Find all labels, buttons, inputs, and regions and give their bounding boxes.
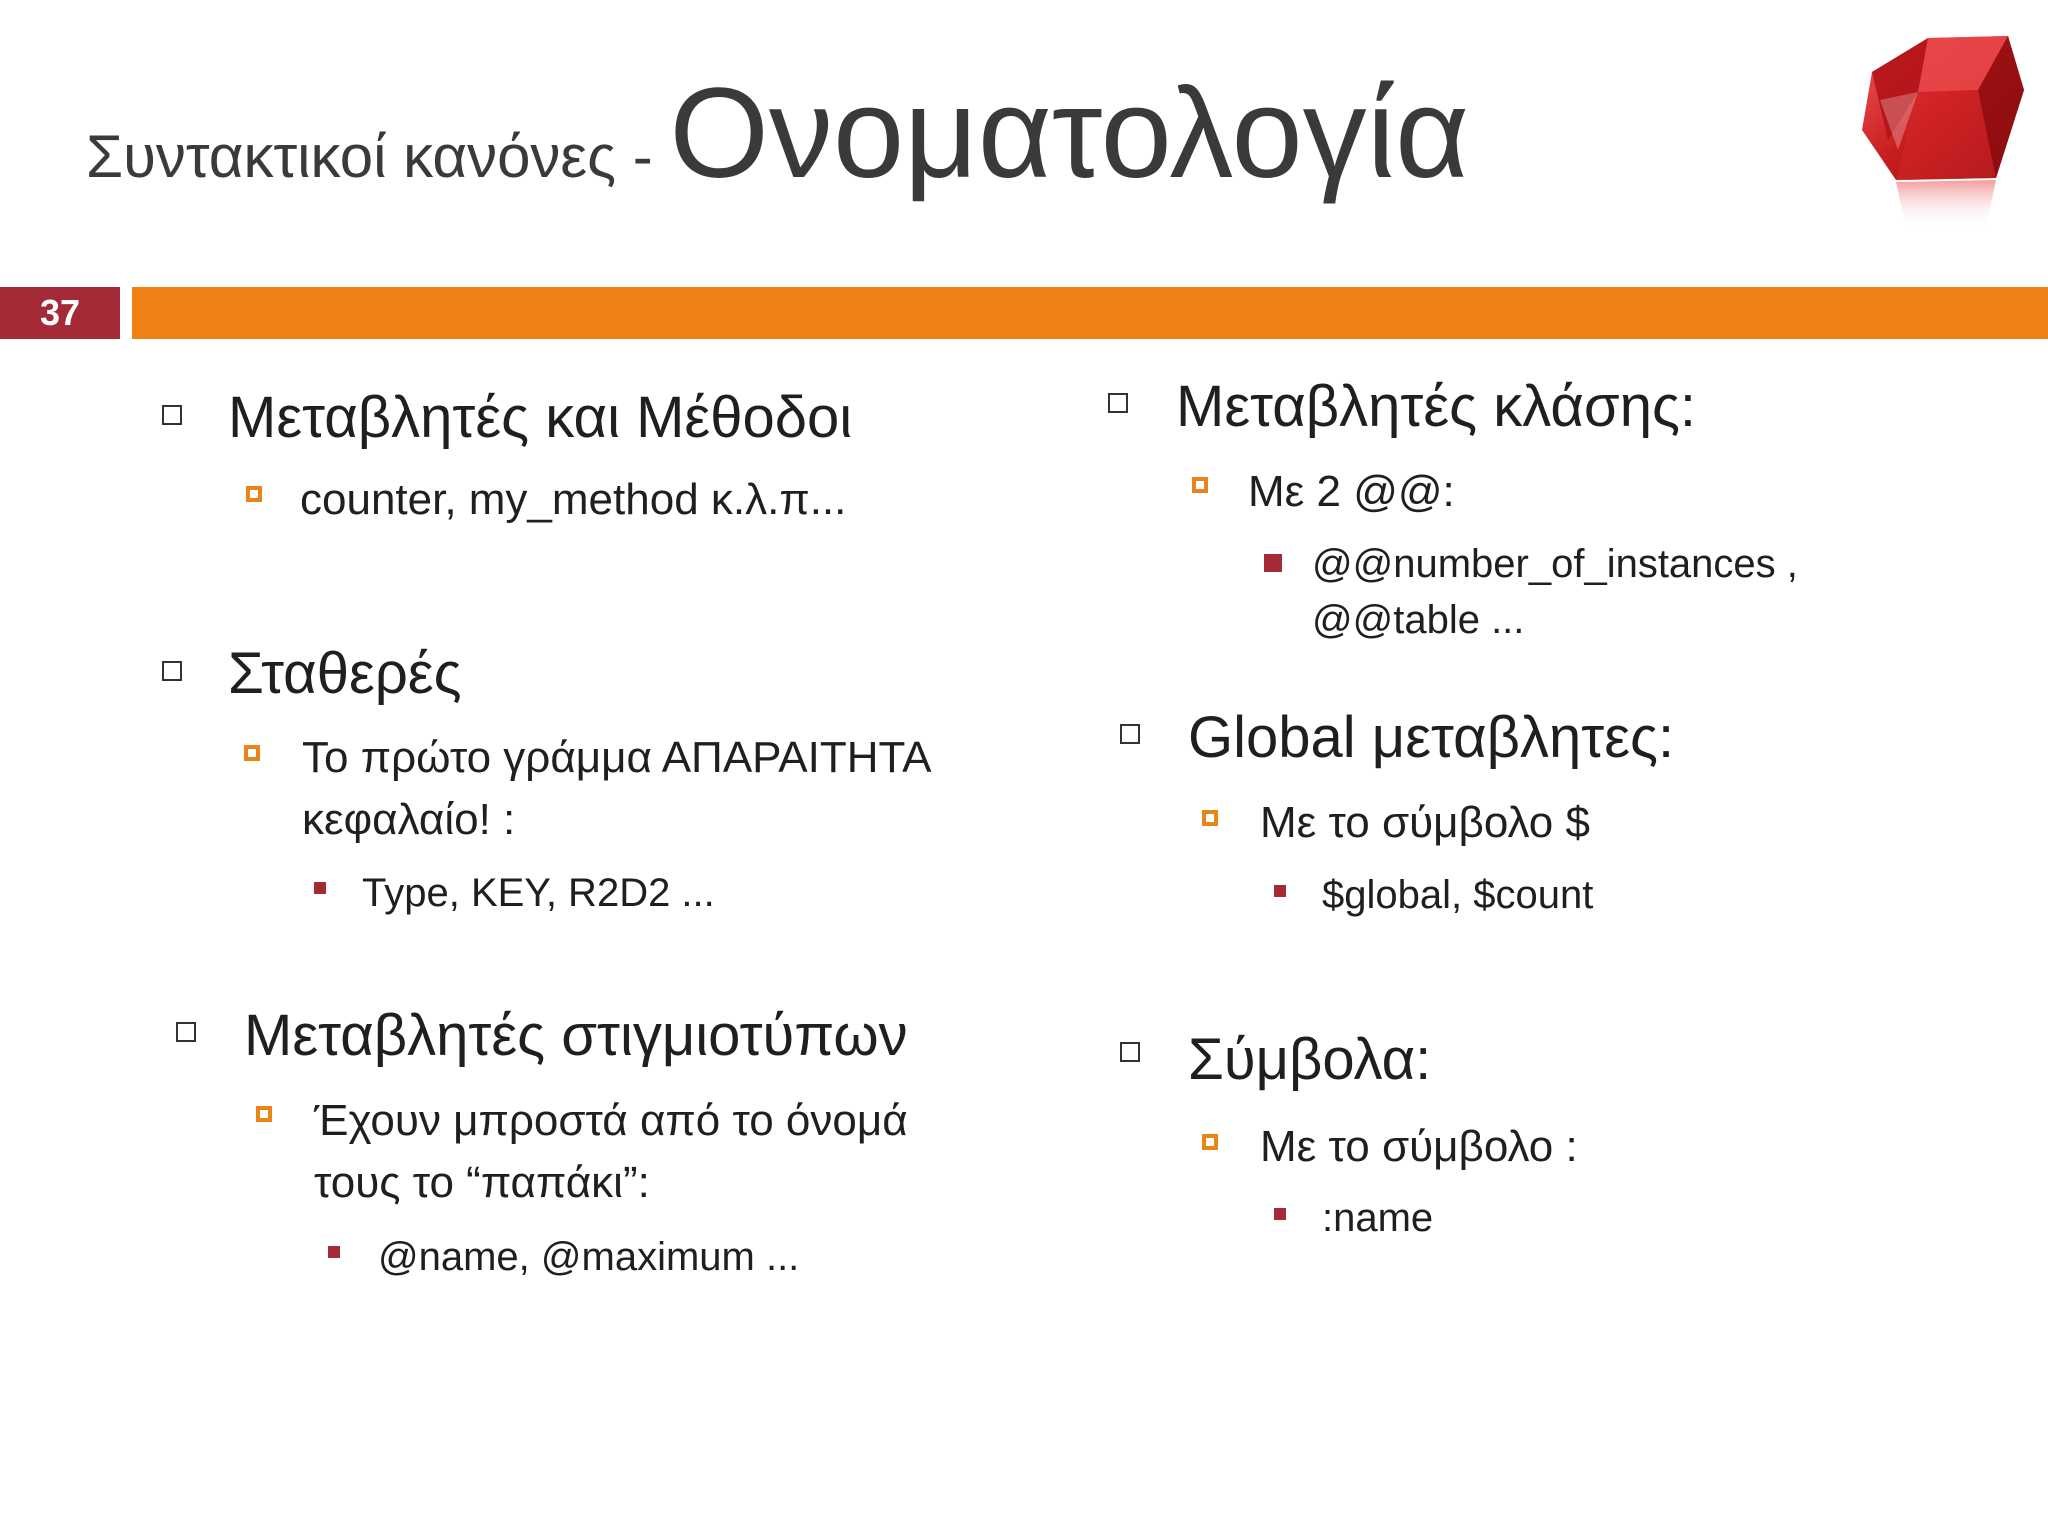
globals-example: $global, $count <box>1322 873 1594 917</box>
class-vars-example-line1: @@number_of_instances , <box>1312 542 1798 586</box>
red-bullet-icon <box>314 882 326 894</box>
constants-rule-line1: Το πρώτο γράμμα ΑΠΑΡΑΙΤΗΤΑ <box>302 733 932 782</box>
title-prefix: Συντακτικοί κανόνες - <box>86 123 670 190</box>
heading-constants: Σταθερές <box>228 641 462 706</box>
square-bullet-icon <box>176 1022 196 1042</box>
square-bullet-icon <box>1120 1042 1140 1062</box>
class-vars-rule: Με 2 @@: <box>1248 467 1455 516</box>
heading-class-vars: Μεταβλητές κλάσης: <box>1176 374 1697 439</box>
square-bullet-icon <box>1108 393 1128 413</box>
red-bullet-icon <box>328 1246 340 1258</box>
red-bullet-icon <box>1274 1208 1286 1220</box>
instance-rule-line2: τους το “παπάκι”: <box>314 1158 650 1207</box>
orange-bullet-icon <box>1202 810 1218 826</box>
slide-number-badge: 37 <box>0 287 120 339</box>
class-vars-example-line2: @@table ... <box>1312 598 1525 642</box>
header-divider-bar <box>132 287 2048 339</box>
square-bullet-icon <box>162 405 182 425</box>
orange-bullet-icon <box>246 486 262 502</box>
orange-bullet-icon <box>1202 1134 1218 1150</box>
red-bullet-icon <box>1274 885 1286 897</box>
heading-instance-vars: Μεταβλητές στιγμιοτύπων <box>244 1003 908 1068</box>
orange-bullet-icon <box>256 1106 272 1122</box>
constants-rule-line2: κεφαλαίο! : <box>302 795 516 844</box>
title-main: Ονοματολογία <box>669 62 1470 205</box>
slide-title <box>86 62 1470 205</box>
instance-rule-line1: Έχουν μπροστά από το όνομά <box>314 1096 908 1145</box>
constants-example: Type, KEY, R2D2 ... <box>362 871 715 915</box>
instance-example: @name, @maximum ... <box>378 1235 800 1279</box>
heading-globals: Global μεταβλητες: <box>1188 705 1675 770</box>
heading-methods: Μεταβλητές και Μέθοδοι <box>228 385 853 450</box>
orange-bullet-icon <box>244 745 260 761</box>
orange-bullet-icon <box>1192 477 1208 493</box>
globals-rule: Με το σύμβολο $ <box>1260 798 1590 847</box>
heading-symbols: Σύμβολα: <box>1188 1027 1432 1092</box>
ruby-gem-logo-icon <box>1858 30 2026 230</box>
square-bullet-icon <box>162 661 182 681</box>
symbols-example: :name <box>1322 1196 1434 1240</box>
methods-example: counter, my_method κ.λ.π... <box>300 475 847 524</box>
symbols-rule: Με το σύμβολο : <box>1260 1122 1578 1171</box>
red-bullet-icon <box>1264 554 1282 572</box>
square-bullet-icon <box>1120 724 1140 744</box>
